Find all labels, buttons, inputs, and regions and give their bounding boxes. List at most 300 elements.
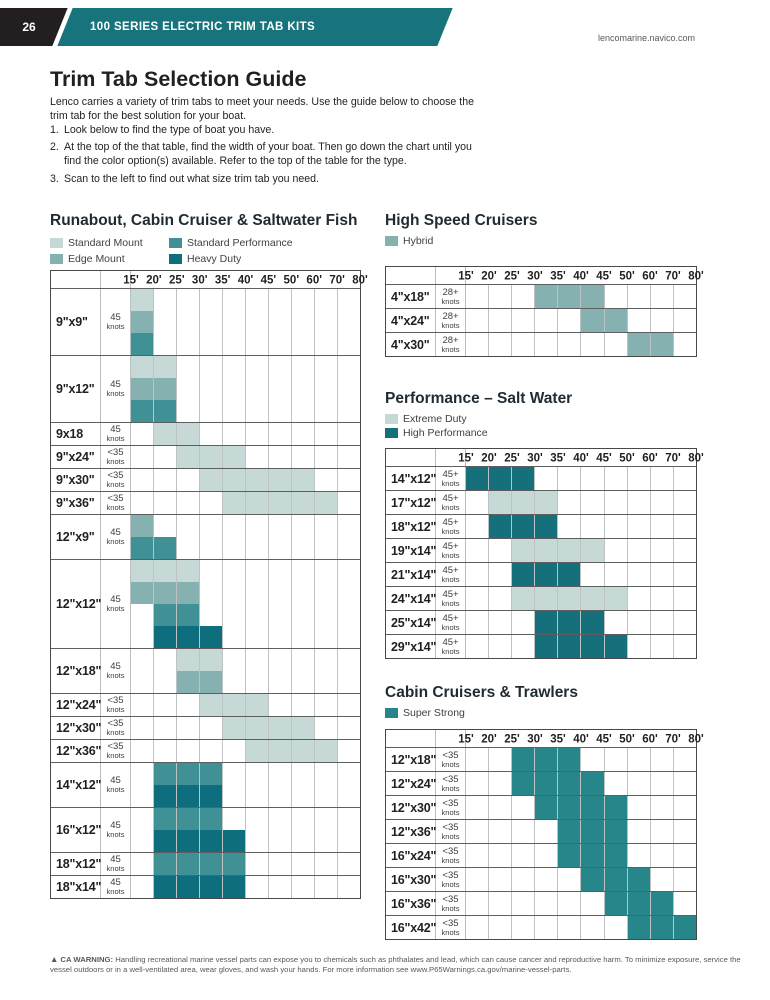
beam-length-label: 45' — [596, 732, 612, 745]
cell-empty — [315, 446, 338, 468]
speed-value: 45+ — [442, 540, 459, 552]
cell-empty — [466, 309, 489, 332]
legend — [385, 707, 697, 719]
cell-standard_mount — [154, 560, 177, 582]
cell-empty — [651, 611, 674, 634]
speed-unit: knots — [441, 574, 460, 584]
cell-empty — [628, 796, 651, 819]
step-number: 1. — [50, 124, 59, 136]
legend-swatch-extreme_duty — [385, 414, 398, 424]
speed-rating — [101, 717, 131, 739]
speed-unit: knots — [106, 503, 125, 513]
beam-range-cells — [466, 587, 696, 610]
speed-rating — [436, 491, 466, 514]
cell-empty — [269, 626, 292, 648]
beam-range-cells — [131, 717, 360, 739]
table-row — [51, 807, 360, 852]
cell-empty — [246, 378, 269, 400]
cell-standard_performance — [154, 604, 177, 626]
beam-range-cells — [466, 868, 696, 891]
cell-extreme_duty — [581, 539, 604, 562]
speed-value: 45 — [110, 312, 121, 324]
cell-standard_mount — [200, 694, 223, 716]
speed-rating — [101, 876, 131, 898]
beam-range-cells — [466, 748, 696, 771]
speed-value: 45+ — [442, 516, 459, 528]
cell-empty — [269, 423, 292, 445]
cell-empty — [466, 563, 489, 586]
speed-rating — [101, 808, 131, 852]
table-row — [386, 819, 696, 843]
option-band-super_strong — [466, 772, 696, 795]
cell-empty — [338, 400, 360, 422]
cell-empty — [177, 537, 200, 559]
tab-size-label: 19"x14" — [386, 539, 436, 562]
cell-empty — [674, 796, 696, 819]
cell-empty — [246, 446, 269, 468]
cell-empty — [581, 333, 604, 356]
cell-empty — [466, 587, 489, 610]
tab-size-label: 16"x12" — [51, 808, 101, 852]
speed-rating — [101, 289, 131, 355]
cell-hybrid — [628, 333, 651, 356]
cell-standard_mount — [246, 469, 269, 491]
option-band-edge_mount — [131, 515, 360, 537]
instruction-steps — [50, 124, 490, 190]
speed-unit: knots — [106, 389, 125, 399]
cell-empty — [651, 748, 674, 771]
cell-empty — [246, 649, 269, 671]
cell-empty — [131, 446, 154, 468]
cell-empty — [605, 772, 628, 795]
cell-empty — [489, 796, 512, 819]
speed-value: <35 — [442, 797, 459, 809]
cell-empty — [223, 423, 246, 445]
cell-empty — [269, 289, 292, 311]
legend-label: Edge Mount — [68, 253, 125, 265]
cell-empty — [558, 333, 581, 356]
speed-value: <35 — [107, 741, 124, 753]
cell-standard_performance — [177, 763, 200, 785]
cell-empty — [338, 582, 360, 604]
cell-empty — [466, 892, 489, 915]
speed-rating — [101, 515, 131, 559]
cell-empty — [338, 604, 360, 626]
cell-empty — [223, 763, 246, 785]
cell-super_strong — [651, 892, 674, 915]
warning-text: Handling recreational marine vessel parts can expose you to chemicals such as phthalates and lead, which can cause cancer and reproductive harm. To minimize exposure, service the vessel outdoors or in a well-ventilated area, wear gloves, and wash your hands. For more information see www.P65Warnings.ca.gov/marine-vessel-parts. — [50, 955, 741, 975]
cell-empty — [466, 844, 489, 867]
cell-empty — [651, 868, 674, 891]
speed-unit: knots — [106, 537, 125, 547]
table-row — [51, 355, 360, 422]
cell-empty — [628, 844, 651, 867]
tab-size-label: 18"x14" — [51, 876, 101, 898]
legend-label: Standard Performance — [187, 237, 293, 249]
cell-heavy_duty — [154, 876, 177, 898]
beam-range-cells — [131, 763, 360, 807]
page-number: 26 — [22, 20, 36, 34]
cell-empty — [246, 560, 269, 582]
cell-edge_mount — [200, 671, 223, 693]
cell-hybrid — [651, 333, 674, 356]
cell-empty — [338, 289, 360, 311]
cell-standard_mount — [223, 694, 246, 716]
option-band-standard_mount — [131, 560, 360, 582]
beam-length-label: 80' — [688, 732, 704, 745]
cell-edge_mount — [131, 311, 154, 333]
cell-empty — [223, 289, 246, 311]
cell-empty — [315, 311, 338, 333]
speed-value: 45 — [110, 661, 121, 673]
cell-empty — [512, 796, 535, 819]
cell-empty — [154, 446, 177, 468]
cell-standard_mount — [269, 740, 292, 762]
cell-empty — [269, 400, 292, 422]
speed-value: 45+ — [442, 564, 459, 576]
beam-length-label: 25' — [169, 273, 185, 286]
cell-empty — [177, 378, 200, 400]
cell-extreme_duty — [512, 491, 535, 514]
cell-empty — [200, 333, 223, 355]
beam-length-label: 60' — [642, 451, 658, 464]
cell-super_strong — [581, 796, 604, 819]
cell-empty — [223, 740, 246, 762]
cell-empty — [512, 309, 535, 332]
cell-standard_performance — [223, 853, 246, 875]
table-row — [51, 288, 360, 355]
cell-empty — [628, 772, 651, 795]
cell-empty — [269, 808, 292, 830]
tab-size-label: 9"x36" — [51, 492, 101, 514]
tab-size-label: 4"x18" — [386, 285, 436, 308]
cell-empty — [489, 587, 512, 610]
cell-empty — [269, 356, 292, 378]
cell-empty — [131, 717, 154, 739]
cell-empty — [489, 844, 512, 867]
cell-empty — [154, 515, 177, 537]
cell-empty — [269, 785, 292, 807]
cell-empty — [489, 539, 512, 562]
cell-standard_mount — [177, 423, 200, 445]
cell-standard_mount — [200, 446, 223, 468]
cell-standard_mount — [177, 649, 200, 671]
cell-empty — [338, 694, 360, 716]
cell-empty — [154, 649, 177, 671]
cell-empty — [292, 604, 315, 626]
cell-empty — [269, 876, 292, 898]
speed-value: 45 — [110, 424, 121, 436]
cell-empty — [200, 400, 223, 422]
cell-empty — [315, 560, 338, 582]
option-band-standard_mount — [131, 469, 360, 491]
section-high-speed-cruisers — [385, 212, 704, 362]
cell-empty — [628, 467, 651, 490]
option-band-standard_performance — [131, 604, 360, 626]
cell-empty — [131, 469, 154, 491]
speed-rating — [101, 853, 131, 875]
legend-label: Super Strong — [403, 707, 465, 719]
beam-range-cells — [131, 876, 360, 898]
beam-range-cells — [466, 467, 696, 490]
table-row — [51, 422, 360, 445]
tab-size-label: 9"x9" — [51, 289, 101, 355]
tab-size-label: 9"x12" — [51, 356, 101, 422]
warning-label: CA WARNING: — [60, 955, 114, 964]
cell-empty — [651, 563, 674, 586]
legend — [50, 235, 361, 267]
cell-empty — [315, 694, 338, 716]
cell-hybrid — [581, 309, 604, 332]
cell-extreme_duty — [605, 587, 628, 610]
cell-standard_mount — [292, 492, 315, 514]
cell-empty — [269, 446, 292, 468]
cell-empty — [466, 772, 489, 795]
cell-empty — [292, 289, 315, 311]
speed-value: <35 — [107, 447, 124, 459]
beam-range-cells — [131, 853, 360, 875]
cell-empty — [200, 492, 223, 514]
speed-value: 45 — [110, 527, 121, 539]
cell-empty — [292, 763, 315, 785]
cell-empty — [338, 469, 360, 491]
selection-table — [385, 448, 704, 659]
legend-label: High Performance — [403, 427, 488, 439]
column-header-row — [386, 449, 704, 466]
table-row — [386, 747, 696, 771]
cell-empty — [223, 808, 246, 830]
cell-empty — [131, 423, 154, 445]
cell-standard_mount — [200, 649, 223, 671]
speed-unit: knots — [441, 807, 460, 817]
cell-empty — [558, 491, 581, 514]
tab-size-label: 9x18 — [51, 423, 101, 445]
cell-empty — [200, 582, 223, 604]
cell-super_strong — [628, 892, 651, 915]
cell-empty — [466, 796, 489, 819]
cell-empty — [466, 748, 489, 771]
cell-empty — [177, 333, 200, 355]
speed-rating — [101, 469, 131, 491]
cell-empty — [651, 467, 674, 490]
cell-standard_mount — [200, 469, 223, 491]
beam-length-label: 80' — [688, 269, 704, 282]
cell-empty — [269, 604, 292, 626]
cell-empty — [674, 515, 696, 538]
table-row — [386, 843, 696, 867]
cell-empty — [489, 635, 512, 658]
table-row — [386, 466, 696, 490]
cell-high_performance — [535, 635, 558, 658]
cell-edge_mount — [177, 582, 200, 604]
cell-extreme_duty — [558, 539, 581, 562]
cell-empty — [674, 587, 696, 610]
speed-unit: knots — [441, 759, 460, 769]
speed-value: 45 — [110, 379, 121, 391]
cell-empty — [605, 748, 628, 771]
beam-range-cells — [131, 446, 360, 468]
cell-empty — [177, 289, 200, 311]
legend-swatch-edge_mount — [50, 254, 63, 264]
beam-length-label: 80' — [688, 451, 704, 464]
cell-high_performance — [558, 635, 581, 658]
cell-empty — [651, 820, 674, 843]
cell-empty — [223, 604, 246, 626]
legend-swatch-super_strong — [385, 708, 398, 718]
cell-empty — [315, 356, 338, 378]
cell-empty — [315, 830, 338, 852]
speed-value: 45 — [110, 854, 121, 866]
cell-empty — [489, 748, 512, 771]
table-row — [386, 915, 696, 939]
cell-empty — [315, 400, 338, 422]
beam-range-cells — [131, 740, 360, 762]
beam-length-label: 35' — [214, 273, 231, 286]
cell-empty — [674, 820, 696, 843]
cell-empty — [292, 694, 315, 716]
cell-empty — [200, 378, 223, 400]
cell-empty — [292, 515, 315, 537]
cell-empty — [489, 563, 512, 586]
speed-unit: knots — [441, 831, 460, 841]
cell-empty — [154, 694, 177, 716]
cell-high_performance — [512, 515, 535, 538]
speed-unit: knots — [441, 903, 460, 913]
cell-empty — [269, 582, 292, 604]
cell-standard_performance — [154, 537, 177, 559]
table-row — [51, 693, 360, 716]
speed-value: 45 — [110, 594, 121, 606]
cell-standard_performance — [154, 763, 177, 785]
cell-super_strong — [605, 868, 628, 891]
cell-empty — [628, 539, 651, 562]
speed-value: 45 — [110, 775, 121, 787]
cell-empty — [269, 830, 292, 852]
cell-empty — [246, 423, 269, 445]
speed-rating — [436, 772, 466, 795]
tab-size-label: 4"x24" — [386, 309, 436, 332]
cell-empty — [651, 635, 674, 658]
cell-empty — [246, 830, 269, 852]
option-band-high_performance — [466, 467, 696, 490]
cell-super_strong — [581, 868, 604, 891]
option-band-standard_mount — [131, 423, 360, 445]
speed-unit: knots — [441, 344, 460, 354]
speed-value: 45 — [110, 877, 121, 889]
cell-extreme_duty — [512, 539, 535, 562]
selection-table — [50, 270, 368, 899]
cell-empty — [628, 635, 651, 658]
cell-empty — [489, 309, 512, 332]
table-row — [386, 490, 696, 514]
beam-length-headers — [458, 449, 704, 466]
speed-rating — [101, 356, 131, 422]
cell-empty — [558, 515, 581, 538]
cell-super_strong — [628, 868, 651, 891]
cell-heavy_duty — [200, 876, 223, 898]
beam-length-headers — [458, 267, 704, 284]
beam-range-cells — [131, 694, 360, 716]
cell-empty — [315, 808, 338, 830]
table-row — [51, 716, 360, 739]
cell-empty — [292, 830, 315, 852]
cell-super_strong — [605, 820, 628, 843]
tab-size-label: 12"x36" — [51, 740, 101, 762]
cell-empty — [674, 309, 696, 332]
cell-empty — [628, 515, 651, 538]
option-band-super_strong — [466, 748, 696, 771]
tab-size-label: 12"x36" — [386, 820, 436, 843]
cell-heavy_duty — [154, 830, 177, 852]
cell-heavy_duty — [200, 830, 223, 852]
cell-empty — [512, 892, 535, 915]
cell-empty — [674, 539, 696, 562]
cell-standard_mount — [292, 469, 315, 491]
tab-size-label: 16"x36" — [386, 892, 436, 915]
cell-empty — [651, 491, 674, 514]
table-row — [386, 284, 696, 308]
tab-size-label: 16"x30" — [386, 868, 436, 891]
speed-unit: knots — [106, 830, 125, 840]
cell-high_performance — [512, 467, 535, 490]
cell-empty — [292, 400, 315, 422]
speed-unit: knots — [441, 855, 460, 865]
cell-empty — [338, 671, 360, 693]
cell-empty — [246, 808, 269, 830]
cell-high_performance — [535, 611, 558, 634]
cell-empty — [292, 446, 315, 468]
speed-value: <35 — [107, 718, 124, 730]
cell-empty — [269, 671, 292, 693]
cell-empty — [223, 400, 246, 422]
beam-length-headers — [458, 730, 704, 747]
beam-length-label: 40' — [573, 732, 589, 745]
cell-empty — [269, 537, 292, 559]
beam-range-cells — [466, 285, 696, 308]
step-text: Look below to find the type of boat you have. — [64, 124, 275, 136]
cell-empty — [628, 563, 651, 586]
option-band-extreme_duty — [466, 539, 696, 562]
speed-rating — [436, 285, 466, 308]
cell-empty — [651, 844, 674, 867]
cell-empty — [489, 285, 512, 308]
beam-range-cells — [131, 649, 360, 693]
tab-size-label: 9"x24" — [51, 446, 101, 468]
cell-empty — [338, 808, 360, 830]
cell-empty — [581, 916, 604, 939]
cell-standard_mount — [246, 717, 269, 739]
option-band-standard_mount — [131, 649, 360, 671]
cell-empty — [223, 356, 246, 378]
cell-standard_mount — [131, 560, 154, 582]
tab-size-label: 12"x30" — [51, 717, 101, 739]
cell-empty — [246, 582, 269, 604]
cell-empty — [200, 604, 223, 626]
cell-empty — [605, 916, 628, 939]
tab-size-label: 12"x12" — [51, 560, 101, 648]
cell-empty — [651, 796, 674, 819]
beam-length-label: 30' — [527, 732, 543, 745]
cell-empty — [512, 916, 535, 939]
cell-empty — [223, 785, 246, 807]
speed-value: <35 — [107, 470, 124, 482]
cell-hybrid — [581, 285, 604, 308]
cell-empty — [674, 844, 696, 867]
legend-item — [385, 707, 697, 719]
cell-extreme_duty — [558, 587, 581, 610]
cell-empty — [269, 311, 292, 333]
cell-edge_mount — [131, 378, 154, 400]
